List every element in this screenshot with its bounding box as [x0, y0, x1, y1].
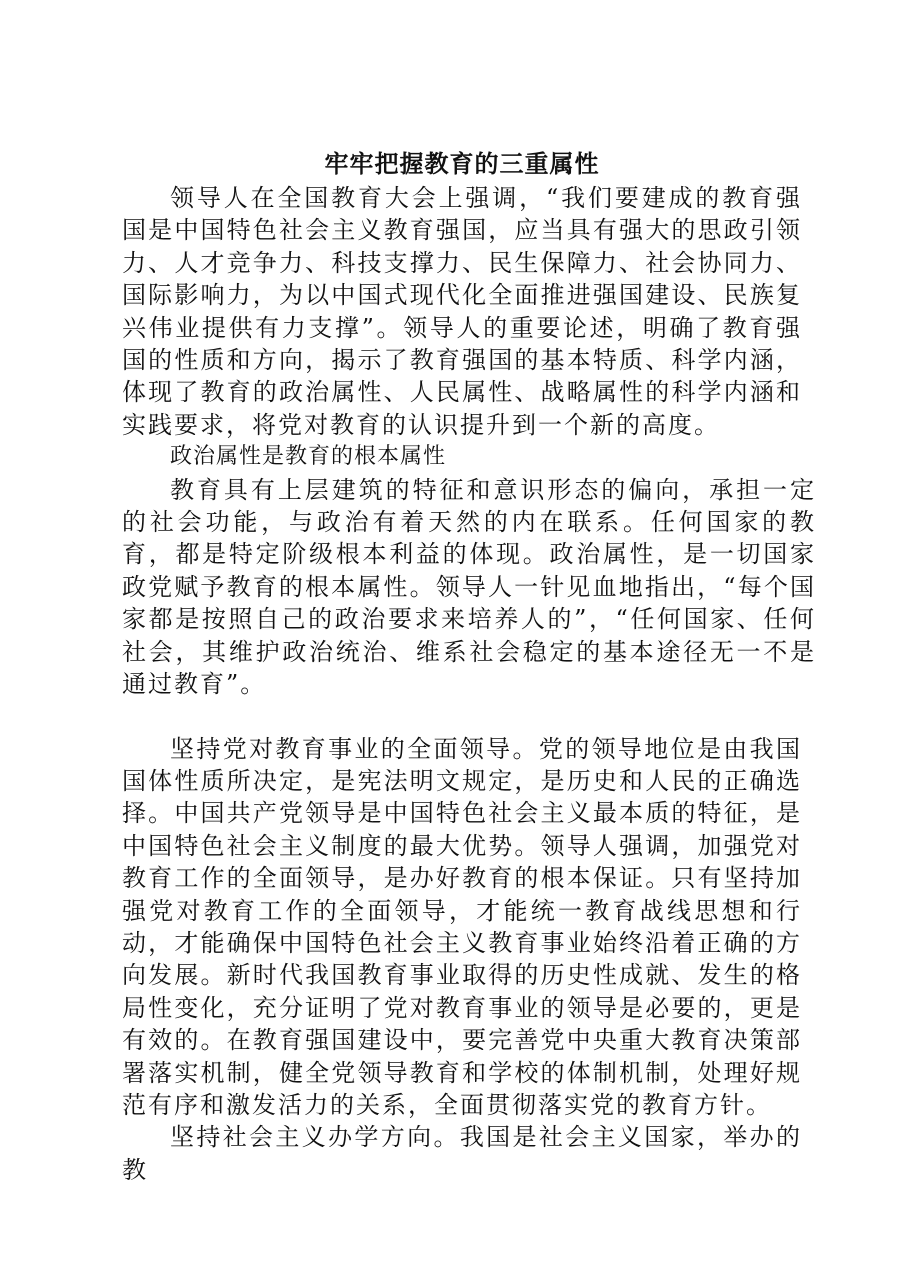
paragraph-party-leadership: 坚持党对教育事业的全面领导。党的领导地位是由我国国体性质所决定，是宪法明文规定，是历史和人民的正确选择。中国共产党领导是中国特色社会主义最本质的特征，是中国特色社会主义制度的最大优势。领导人强调，加强党对教育工作的全面领导，是办好教育的根本保证。只有坚持加强党对教育工作的全面领导，才能统一教育战线思想和行动，才能确保中国特色社会主义教育事业始终沿着正确的方向发展。新时代我国教育事业取得的历史性成就、发生的格局性变化，充分证明了党对教育事业的领导是必要的，更是有效的。在教育强国建设中，要完善党中央重大教育决策部署落实机制，健全党领导教育和学校的体制机制，处理好规范有序和激发活力的关系，全面贯彻落实党的教育方针。 [122, 734, 802, 1119]
paragraph-spacer [122, 701, 802, 733]
paragraph-intro: 领导人在全国教育大会上强调，“我们要建成的教育强国是中国特色社会主义教育强国，应当具有强大的思政引领力、人才竞争力、科技支撑力、民生保障力、社会协同力、国际影响力，为以中国式现代化全面推进强国建设、民族复兴伟业提供有力支撑”。领导人的重要论述，明确了教育强国的性质和方向，揭示了教育强国的基本特质、科学内涵，体现了教育的政治属性、人民属性、战略属性的科学内涵和实践要求，将党对教育的认识提升到一个新的高度。 [122, 184, 802, 439]
document-title: 牢牢把握教育的三重属性 [324, 149, 600, 178]
document-body [122, 146, 816, 1186]
paragraph-political-attribute: 教育具有上层建筑的特征和意识形态的偏向，承担一定的社会功能，与政治有着天然的内在联系。任何国家的教育，都是特定阶级根本利益的体现。政治属性，是一切国家政党赋予教育的根本属性。领导人一针见血地指出，“每个国家都是按照自己的政治要求来培养人的”，“任何国家、任何社会，其维护政治统治、维系社会稳定的基本途径无一不是通过教育”。 [122, 475, 816, 699]
section-heading-political-attribute: 政治属性是教育的根本属性 [170, 444, 447, 470]
paragraph-socialist-direction: 坚持社会主义办学方向。我国是社会主义国家，举办的教 [122, 1123, 802, 1184]
